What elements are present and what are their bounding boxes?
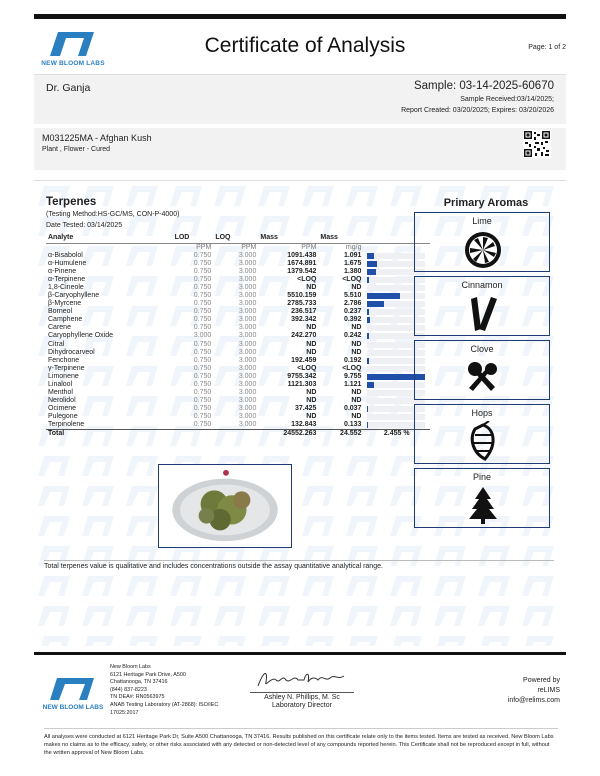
analyte-cell: Dihydrocarveol [48, 348, 95, 356]
loq-cell: 3.000 [238, 421, 257, 429]
mgg-cell: ND [351, 340, 362, 348]
concentration-bar [367, 317, 369, 323]
mgg-cell: 0.237 [343, 308, 362, 316]
table-row [46, 349, 430, 357]
lod-cell: 0.750 [193, 267, 212, 275]
analyte-cell: Linalool [48, 381, 73, 389]
mgg-cell: ND [351, 397, 362, 405]
lod-cell: 0.750 [193, 372, 212, 380]
loq-cell: 3.000 [238, 275, 257, 283]
powered-by-block [480, 676, 560, 706]
address-line: ANAB Testing Laboratory (AT-2868): ISO/IEC [110, 701, 219, 708]
aroma-card-lime [414, 212, 550, 272]
address-line: 6121 Heritage Park Drive, A500 [110, 671, 186, 678]
mgg-cell: 0.192 [343, 356, 362, 364]
loq-cell: 3.000 [238, 413, 257, 421]
lod-cell: 0.750 [193, 405, 212, 413]
loq-cell: 3.000 [238, 251, 257, 259]
loq-cell: 3.000 [238, 397, 257, 405]
aroma-label: Pine [472, 472, 491, 482]
testing-method: (Testing Method:HS-GC/MS, CON-P-4000) [46, 211, 180, 218]
aroma-card-pine [414, 468, 550, 528]
table-row [46, 341, 430, 349]
loq-cell: 3.000 [238, 405, 257, 413]
lod-cell: 0.750 [193, 324, 212, 332]
report-dates: Report Created: 03/20/2025; Expires: 03/20/2026 [401, 107, 554, 114]
table-row [46, 357, 430, 365]
ppm-cell: 242.270 [291, 332, 317, 340]
ppm-cell: 1379.542 [287, 267, 317, 275]
mgg-cell: <LOQ [342, 275, 362, 283]
concentration-bar [367, 406, 368, 412]
table-row [46, 389, 430, 397]
aromas-title: Primary Aromas [443, 197, 529, 209]
concentration-bar [367, 261, 377, 267]
table-row [46, 300, 430, 308]
loq-cell: 3.000 [238, 372, 257, 380]
table-row [46, 405, 430, 413]
address-line: 17025:2017 [110, 709, 139, 716]
column-header: Mass [318, 234, 363, 243]
footer-logo-text: NEW BLOOM LABS [42, 704, 104, 711]
address-line: (844) 837-8223 [110, 686, 147, 693]
signer-role: Laboratory Director [272, 702, 332, 709]
analyte-cell: Camphene [48, 316, 83, 324]
analyte-cell: β-Myrcene [48, 300, 82, 308]
sample-received: Sample Received:03/14/2025; [460, 96, 554, 103]
column-header: Mass [258, 234, 318, 243]
loq-cell: 3.000 [238, 267, 257, 275]
ppm-cell: ND [306, 340, 317, 348]
total-label: Total [46, 430, 173, 439]
analyte-cell: Menthol [48, 389, 73, 397]
aroma-label: Lime [472, 216, 492, 226]
analyte-cell: Terpinolene [48, 421, 85, 429]
table-row [46, 276, 430, 284]
total-row [46, 430, 430, 439]
ppm-cell: 9755.342 [287, 372, 317, 380]
address-line: Chattanooga, TN 37416 [110, 679, 168, 686]
table-row [46, 373, 430, 381]
loq-cell: 3.000 [238, 348, 257, 356]
ppm-cell: 1121.303 [287, 381, 317, 389]
total-mgg: 24.552 [318, 430, 363, 439]
section-title: Terpenes [46, 196, 97, 208]
table-row [46, 268, 430, 276]
mgg-cell: ND [351, 283, 362, 291]
top-rule [34, 14, 566, 19]
analyte-cell: γ-Terpinene [48, 364, 85, 372]
product-name: M031225MA - Afghan Kush [42, 133, 152, 143]
ppm-cell: ND [306, 348, 317, 356]
loq-cell: 3.000 [238, 332, 257, 340]
powered-by-name: reLIMS [537, 687, 560, 694]
powered-by-label: Powered by [523, 677, 560, 684]
table-row [46, 260, 430, 268]
lod-cell: 0.750 [193, 308, 212, 316]
lod-cell: 0.750 [193, 283, 212, 291]
table-row [46, 252, 430, 260]
table-row [46, 397, 430, 405]
analyte-cell: Nerolidol [48, 397, 76, 405]
column-header: LOQ [213, 234, 258, 243]
lod-cell: 0.750 [193, 413, 212, 421]
ppm-cell: 392.342 [291, 316, 317, 324]
analyte-cell: α-Pinene [48, 267, 77, 275]
loq-cell: 3.000 [238, 316, 257, 324]
mgg-cell: 5.510 [343, 292, 362, 300]
lod-cell: 0.750 [193, 340, 212, 348]
client-name: Dr. Ganja [46, 82, 91, 94]
loq-cell: 3.000 [238, 292, 257, 300]
concentration-bar [367, 422, 368, 428]
ppm-cell: 1091.438 [287, 251, 317, 259]
ppm-cell: ND [306, 397, 317, 405]
aroma-card-clove [414, 340, 550, 400]
analyte-cell: α-Terpinene [48, 275, 86, 283]
concentration-bar [367, 309, 368, 315]
table-row [46, 292, 430, 300]
total-terpenes-note: Total terpenes value is qualitative and includes concentrations outside the assay quantitative analytical range. [44, 560, 554, 570]
lime-icon [461, 229, 505, 269]
lod-cell: 0.750 [193, 389, 212, 397]
mgg-cell: 1.091 [343, 251, 362, 259]
product-photo [158, 464, 292, 548]
lod-cell: 0.750 [193, 251, 212, 259]
loq-cell: 3.000 [238, 283, 257, 291]
loq-cell: 3.000 [238, 389, 257, 397]
address-line: TN DEA#: RN0563975 [110, 694, 165, 701]
table-row [46, 316, 430, 324]
mgg-cell: <LOQ [342, 364, 362, 372]
analyte-cell: α-Bisabolol [48, 251, 83, 259]
unit-cell: PPM [301, 243, 317, 251]
lod-cell: 0.750 [193, 348, 212, 356]
ppm-cell: ND [306, 413, 317, 421]
ppm-cell: ND [306, 324, 317, 332]
total-ppm: 24552.263 [258, 430, 318, 439]
ppm-cell: 37.425 [295, 405, 317, 413]
table-row [46, 413, 430, 421]
ppm-cell: 1674.891 [287, 259, 317, 267]
table-row [46, 284, 430, 292]
concentration-bar [367, 358, 368, 364]
mgg-cell: 1.675 [343, 259, 362, 267]
lod-cell: 0.750 [193, 381, 212, 389]
address-line: New Bloom Labs [110, 664, 151, 670]
ppm-cell: 192.459 [291, 356, 317, 364]
analyte-cell: β-Caryophyllene [48, 292, 100, 300]
analyte-cell: α-Humulene [48, 259, 87, 267]
lab-address [110, 664, 230, 717]
ppm-cell: ND [306, 389, 317, 397]
lod-cell: 0.750 [193, 364, 212, 372]
concentration-bar [367, 277, 368, 283]
mgg-cell: ND [351, 389, 362, 397]
aroma-label: Hops [471, 408, 493, 418]
pine-icon [461, 485, 505, 525]
analyte-cell: Pulegone [48, 413, 78, 421]
ppm-cell: <LOQ [297, 364, 317, 372]
unit-cell [46, 243, 173, 252]
clove-icon [461, 357, 505, 397]
mgg-cell: 2.786 [343, 300, 362, 308]
lod-cell: 0.750 [193, 421, 212, 429]
bottom-rule [34, 652, 566, 655]
loq-cell: 3.000 [238, 300, 257, 308]
mgg-cell: 1.380 [343, 267, 362, 275]
aroma-label: Clove [470, 344, 494, 354]
unit-cell: PPM [196, 243, 212, 251]
loq-cell: 3.000 [238, 308, 257, 316]
lod-cell: 0.750 [193, 275, 212, 283]
table-row [46, 365, 430, 373]
loq-cell: 3.000 [238, 324, 257, 332]
analyte-cell: Citral [48, 340, 65, 348]
hops-icon [461, 421, 505, 461]
mgg-cell: 1.121 [343, 381, 362, 389]
ppm-cell: ND [306, 283, 317, 291]
mgg-cell: ND [351, 413, 362, 421]
aroma-card-cinnamon [414, 276, 550, 336]
concentration-bar [367, 301, 384, 307]
concentration-bar [367, 333, 368, 339]
disclaimer-text: All analyses were conducted at 6121 Heritage Park Dr, Suite A500 Chattanooga, TN 37416. Results published on this certificate relate only to the items tested. Items are tested as received. New Bloom Labs makes no claims as to the efficacy, safety, or other risks associated with any detected or non-detected level of any compounds reported herein. This Certificate shall not be reproduced except in full, without the written approval of New Bloom Labs. [44, 728, 558, 757]
loq-cell: 3.000 [238, 259, 257, 267]
mgg-cell: 0.242 [343, 332, 362, 340]
analyte-cell: Caryophyllene Oxide [48, 332, 113, 340]
contact-email[interactable]: info@relims.com [507, 697, 560, 704]
lod-cell: 0.750 [193, 397, 212, 405]
column-header: Analyte [46, 234, 173, 243]
ppm-cell: 132.843 [291, 421, 317, 429]
concentration-bar [367, 382, 374, 388]
table-row [46, 332, 430, 340]
loq-cell: 3.000 [238, 381, 257, 389]
lod-cell: 0.750 [193, 292, 212, 300]
table-row [46, 324, 430, 332]
mgg-cell: ND [351, 324, 362, 332]
table-row [46, 381, 430, 389]
aroma-card-hops [414, 404, 550, 464]
ppm-cell: 2785.733 [287, 300, 317, 308]
unit-cell: PPM [241, 243, 257, 251]
lod-cell: 0.750 [193, 356, 212, 364]
qr-code-icon[interactable] [523, 130, 551, 158]
terpenes-table [46, 234, 430, 438]
table-row [46, 308, 430, 316]
logo-text: NEW BLOOM LABS [41, 60, 105, 67]
mgg-cell: 9.755 [343, 372, 362, 380]
footer-logo-icon [44, 676, 102, 702]
loq-cell: 3.000 [238, 340, 257, 348]
column-header: LOD [173, 234, 214, 243]
date-tested: Date Tested: 03/14/2025 [46, 222, 123, 229]
lod-cell: 0.750 [193, 259, 212, 267]
mgg-cell: 0.392 [343, 316, 362, 324]
signature-image [254, 668, 350, 690]
analyte-cell: Borneol [48, 308, 73, 316]
ppm-cell: 5510.159 [287, 292, 317, 300]
logo-icon [44, 28, 102, 58]
cinnamon-icon [461, 293, 505, 333]
aroma-label: Cinnamon [461, 280, 503, 290]
table-row [46, 421, 430, 430]
ppm-cell: <LOQ [297, 275, 317, 283]
analyte-cell: Fenchone [48, 356, 80, 364]
loq-cell: 3.000 [238, 364, 257, 372]
analyte-cell: Carene [48, 324, 71, 332]
lod-cell: 3.000 [193, 332, 212, 340]
unit-cell: mg/g [345, 243, 362, 251]
analyte-cell: 1,8-Cineole [48, 283, 84, 291]
page-number: Page: 1 of 2 [528, 44, 566, 51]
sample-id: Sample: 03-14-2025-60670 [413, 80, 554, 92]
mgg-cell: 0.037 [343, 405, 362, 413]
ppm-cell: 236.517 [291, 308, 317, 316]
analyte-cell: Ocimene [48, 405, 77, 413]
product-type: Plant , Flower - Cured [42, 146, 111, 153]
analyte-cell: Limonene [48, 372, 79, 380]
lod-cell: 0.750 [193, 316, 212, 324]
loq-cell: 3.000 [238, 356, 257, 364]
mgg-cell: 0.133 [343, 421, 362, 429]
concentration-bar [367, 253, 373, 259]
concentration-bar [367, 293, 400, 299]
total-percent: 2.455 % [363, 430, 430, 439]
lod-cell: 0.750 [193, 300, 212, 308]
mgg-cell: ND [351, 348, 362, 356]
signer-name: Ashley N. Phillips, M. Sc [250, 692, 354, 701]
concentration-bar [367, 269, 375, 275]
document-title: Certificate of Analysis [204, 34, 406, 57]
